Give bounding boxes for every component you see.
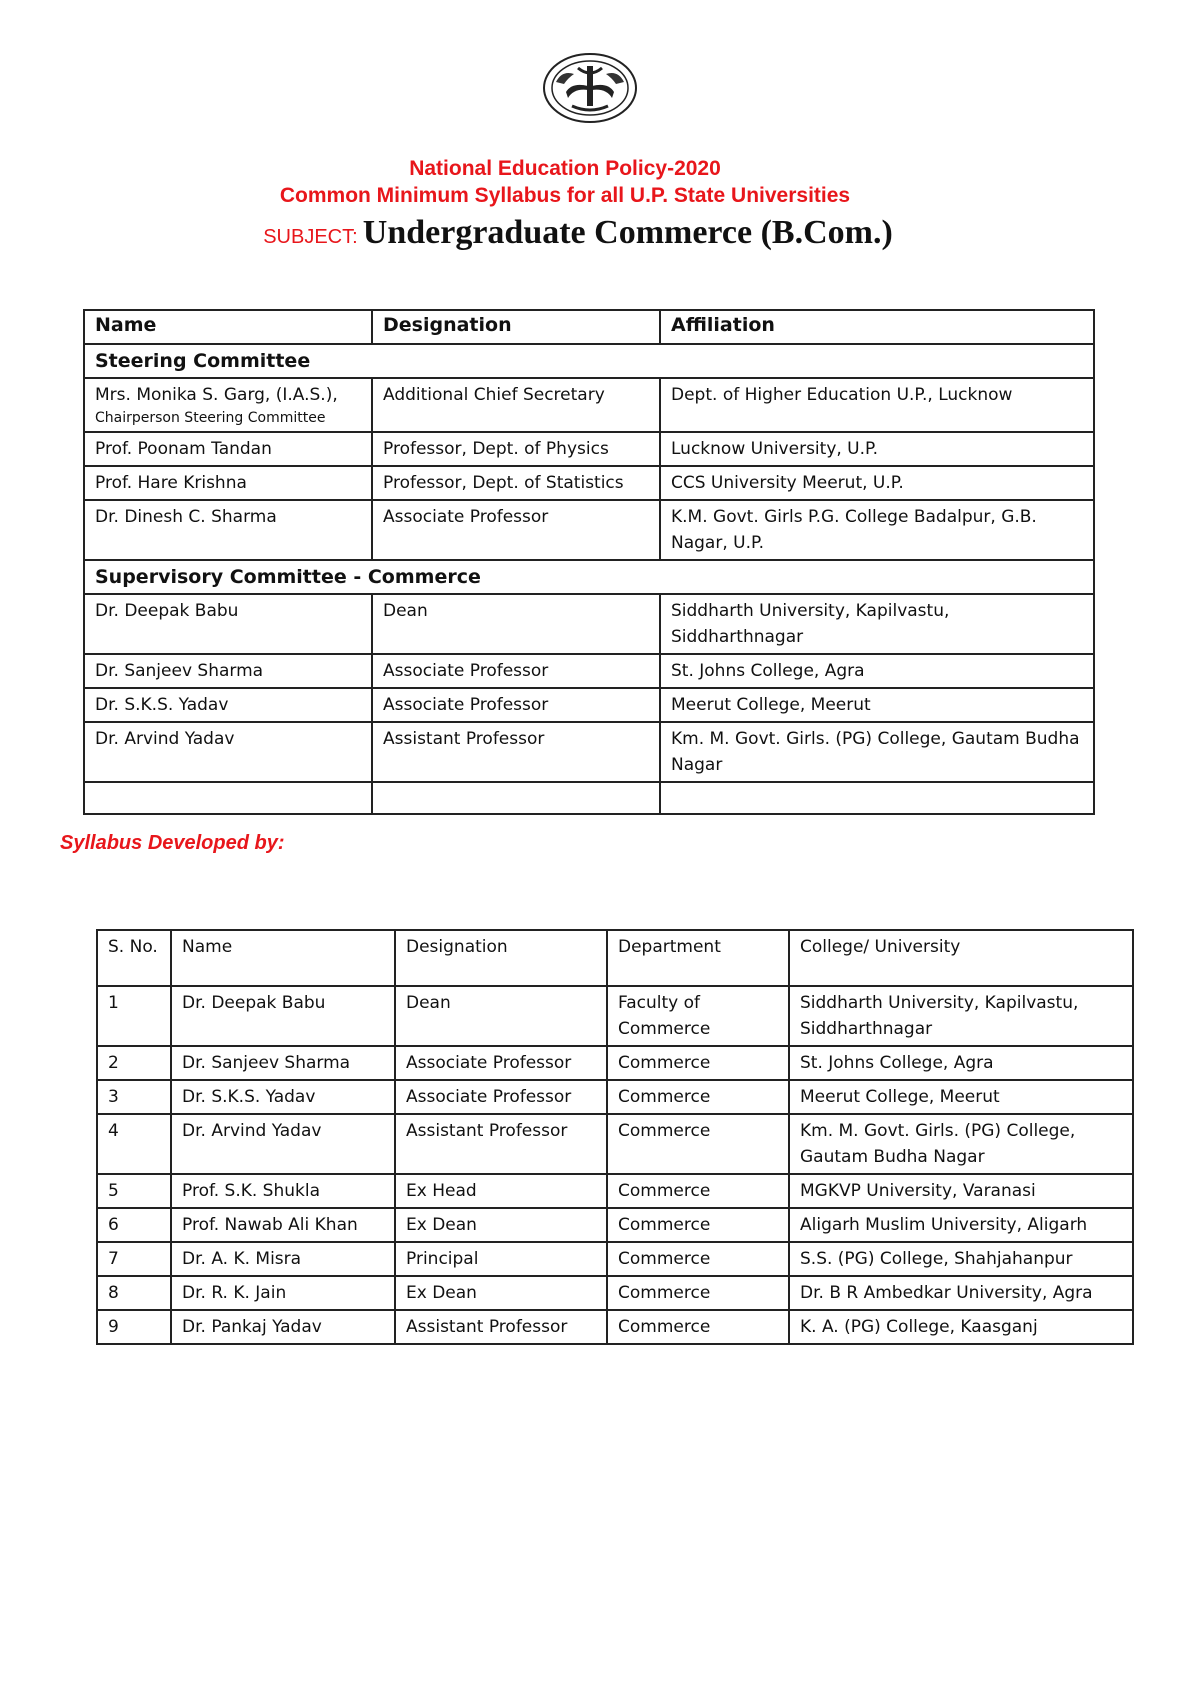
department: Commerce xyxy=(607,1080,789,1114)
committee-table xyxy=(83,309,1095,815)
member-designation: Associate Professor xyxy=(372,688,660,722)
name: Dr. R. K. Jain xyxy=(171,1276,395,1310)
department: Commerce xyxy=(607,1046,789,1080)
member-designation: Assistant Professor xyxy=(372,722,660,782)
state-emblem-icon xyxy=(542,52,638,124)
empty-cell xyxy=(372,782,660,814)
department: Commerce xyxy=(607,1114,789,1174)
table-row xyxy=(97,1080,1133,1114)
policy-title: National Education Policy-2020 xyxy=(409,157,721,180)
table-row xyxy=(97,1046,1133,1080)
member-affiliation: CCS University Meerut, U.P. xyxy=(660,466,1094,500)
college: MGKVP University, Varanasi xyxy=(789,1174,1133,1208)
table-header-row xyxy=(97,930,1133,986)
empty-cell xyxy=(84,782,372,814)
member-name: Prof. Poonam Tandan xyxy=(84,432,372,466)
member-name: Dr. Sanjeev Sharma xyxy=(84,654,372,688)
sno: 4 xyxy=(97,1114,171,1174)
college: St. Johns College, Agra xyxy=(789,1046,1133,1080)
table-row xyxy=(97,1208,1133,1242)
header-affiliation: Affiliation xyxy=(660,310,1094,344)
header-designation: Designation xyxy=(395,930,607,986)
member-name: Dr. S.K.S. Yadav xyxy=(84,688,372,722)
designation: Principal xyxy=(395,1242,607,1276)
member-designation: Associate Professor xyxy=(372,654,660,688)
name: Dr. S.K.S. Yadav xyxy=(171,1080,395,1114)
table-row xyxy=(97,1174,1133,1208)
college: Aligarh Muslim University, Aligarh xyxy=(789,1208,1133,1242)
college: K. A. (PG) College, Kaasganj xyxy=(789,1310,1133,1344)
college: Km. M. Govt. Girls. (PG) College, Gautam Budha Nagar xyxy=(789,1114,1133,1174)
sno: 1 xyxy=(97,986,171,1046)
member-designation: Additional Chief Secretary xyxy=(372,378,660,432)
name: Prof. Nawab Ali Khan xyxy=(171,1208,395,1242)
designation: Associate Professor xyxy=(395,1080,607,1114)
table-row xyxy=(97,1310,1133,1344)
header-sno: S. No. xyxy=(97,930,171,986)
member-name: Dr. Deepak Babu xyxy=(84,594,372,654)
member-affiliation: Km. M. Govt. Girls. (PG) College, Gautam Budha Nagar xyxy=(660,722,1094,782)
name: Dr. A. K. Misra xyxy=(171,1242,395,1276)
member-designation: Professor, Dept. of Statistics xyxy=(372,466,660,500)
subject-label: SUBJECT: xyxy=(263,226,358,248)
steering-committee-title: Steering Committee xyxy=(84,344,1094,378)
college: Siddharth University, Kapilvastu, Siddharthnagar xyxy=(789,986,1133,1046)
member-affiliation: Meerut College, Meerut xyxy=(660,688,1094,722)
sno: 9 xyxy=(97,1310,171,1344)
designation: Ex Dean xyxy=(395,1276,607,1310)
table-row xyxy=(84,378,1094,432)
table-row xyxy=(97,1242,1133,1276)
member-affiliation: K.M. Govt. Girls P.G. College Badalpur, G.B. Nagar, U.P. xyxy=(660,500,1094,560)
syllabus-developed-by-title: Syllabus Developed by: xyxy=(60,832,285,854)
header-department: Department xyxy=(607,930,789,986)
department: Commerce xyxy=(607,1276,789,1310)
subject-line xyxy=(0,211,1130,260)
designation: Assistant Professor xyxy=(395,1114,607,1174)
department: Faculty of Commerce xyxy=(607,986,789,1046)
member-name: Dr. Arvind Yadav xyxy=(84,722,372,782)
document-heading xyxy=(0,155,1130,260)
member-name xyxy=(84,378,372,432)
table-row xyxy=(84,654,1094,688)
empty-row xyxy=(84,782,1094,814)
table-row xyxy=(84,466,1094,500)
syllabus-title: Common Minimum Syllabus for all U.P. State Universities xyxy=(279,184,851,207)
group-row xyxy=(84,560,1094,594)
member-name: Prof. Hare Krishna xyxy=(84,466,372,500)
table-row xyxy=(97,1276,1133,1310)
designation: Assistant Professor xyxy=(395,1310,607,1344)
member-designation: Professor, Dept. of Physics xyxy=(372,432,660,466)
sno: 6 xyxy=(97,1208,171,1242)
name: Dr. Deepak Babu xyxy=(171,986,395,1046)
table-row xyxy=(84,432,1094,466)
member-name-text: Mrs. Monika S. Garg, (I.A.S.), xyxy=(95,385,338,405)
table-row xyxy=(84,500,1094,560)
member-designation: Associate Professor xyxy=(372,500,660,560)
empty-cell xyxy=(660,782,1094,814)
sno: 7 xyxy=(97,1242,171,1276)
designation: Associate Professor xyxy=(395,1046,607,1080)
table-row xyxy=(84,722,1094,782)
department: Commerce xyxy=(607,1208,789,1242)
table-header-row xyxy=(84,310,1094,344)
sno: 3 xyxy=(97,1080,171,1114)
name: Prof. S.K. Shukla xyxy=(171,1174,395,1208)
table-row xyxy=(84,594,1094,654)
member-affiliation: Lucknow University, U.P. xyxy=(660,432,1094,466)
college: Dr. B R Ambedkar University, Agra xyxy=(789,1276,1133,1310)
member-affiliation: Dept. of Higher Education U.P., Lucknow xyxy=(660,378,1094,432)
supervisory-committee-title: Supervisory Committee - Commerce xyxy=(84,560,1094,594)
college: Meerut College, Meerut xyxy=(789,1080,1133,1114)
member-designation: Dean xyxy=(372,594,660,654)
table-row xyxy=(97,986,1133,1046)
department: Commerce xyxy=(607,1242,789,1276)
designation: Ex Head xyxy=(395,1174,607,1208)
header-college: College/ University xyxy=(789,930,1133,986)
department: Commerce xyxy=(607,1310,789,1344)
header-designation: Designation xyxy=(372,310,660,344)
member-name: Dr. Dinesh C. Sharma xyxy=(84,500,372,560)
header-name: Name xyxy=(171,930,395,986)
table-row xyxy=(84,688,1094,722)
member-note: Chairperson Steering Committee xyxy=(95,410,326,426)
sno: 2 xyxy=(97,1046,171,1080)
designation: Ex Dean xyxy=(395,1208,607,1242)
name: Dr. Sanjeev Sharma xyxy=(171,1046,395,1080)
sno: 5 xyxy=(97,1174,171,1208)
name: Dr. Arvind Yadav xyxy=(171,1114,395,1174)
sno: 8 xyxy=(97,1276,171,1310)
member-affiliation: Siddharth University, Kapilvastu, Siddharthnagar xyxy=(660,594,1094,654)
college: S.S. (PG) College, Shahjahanpur xyxy=(789,1242,1133,1276)
developers-table xyxy=(96,929,1134,1345)
name: Dr. Pankaj Yadav xyxy=(171,1310,395,1344)
member-affiliation: St. Johns College, Agra xyxy=(660,654,1094,688)
subject-value: Undergraduate Commerce (B.Com.) xyxy=(362,214,893,251)
header-name: Name xyxy=(84,310,372,344)
department: Commerce xyxy=(607,1174,789,1208)
table-row xyxy=(97,1114,1133,1174)
designation: Dean xyxy=(395,986,607,1046)
group-row xyxy=(84,344,1094,378)
